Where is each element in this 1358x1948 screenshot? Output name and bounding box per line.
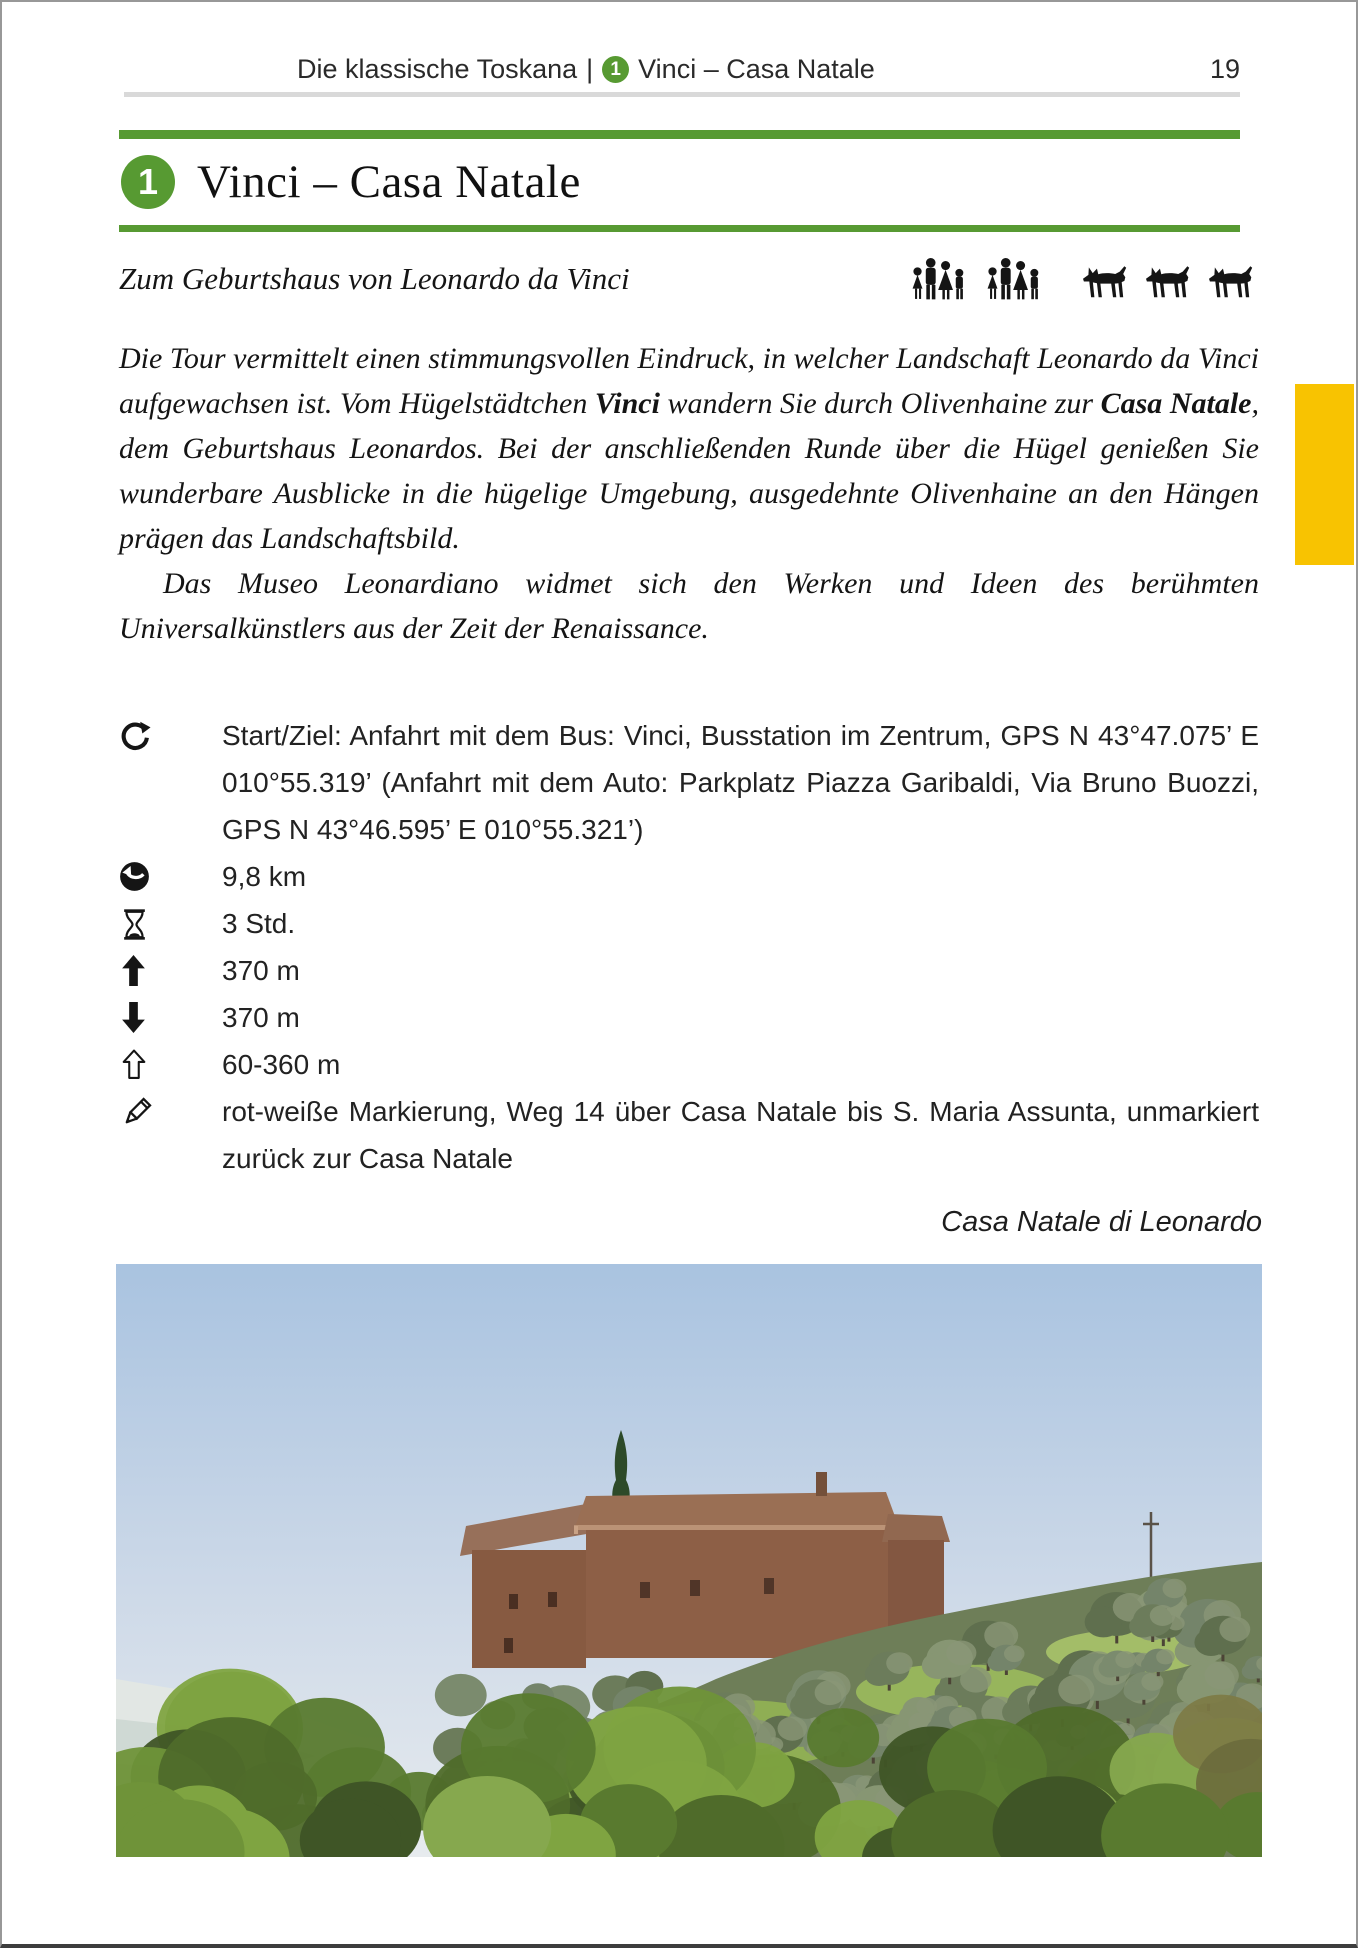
tour-fact-text: 3 Std. (222, 908, 296, 939)
tour-fact-row (119, 712, 1259, 853)
descent-arrow-icon (121, 1002, 146, 1033)
title-bar-top (119, 130, 1240, 139)
ascent-arrow-icon (121, 955, 146, 986)
breadcrumb-separator: | (586, 54, 594, 84)
tour-fact-text: 370 m (222, 955, 300, 986)
tour-fact-text: rot-weiße Markierung, Weg 14 über Casa Natale bis S. Maria Assunta, unmarkiert zurück zur Casa Natale (222, 1096, 1259, 1174)
tour-number-badge: 1 (602, 56, 629, 83)
intro-text (119, 336, 1259, 651)
breadcrumb-tour-title: Vinci – Casa Natale (638, 54, 875, 84)
tour-fact-row (119, 1088, 1259, 1182)
altitude-range-icon (121, 1049, 147, 1080)
tour-title-block (119, 130, 1240, 232)
route-distance-icon (119, 861, 150, 892)
intro-paragraph-2: Das Museo Leonardiano widmet sich den Werken und Ideen des berühmten Universalkünstlers aus der Zeit der Renaissance. (119, 567, 1259, 645)
dog-icon (1144, 265, 1196, 301)
tour-fact-text: 60-360 m (222, 1049, 341, 1080)
circular-arrow-icon (119, 720, 151, 752)
tour-fact-text: 9,8 km (222, 861, 307, 892)
subtitle-row (119, 252, 1259, 306)
tour-fact-row (119, 947, 1259, 994)
tour-fact-text: Start/Ziel: Anfahrt mit dem Bus: Vinci, Busstation im Zentrum, GPS N 43°47.075’ E 010°55.319’ (Anfahrt mit dem Auto: Parkplatz Piazza Garibaldi, Via Bruno Buozzi, GPS N 43°46.595’ E 010°55.321’) (222, 720, 1259, 845)
breadcrumb (297, 54, 875, 85)
suitability-icons (910, 257, 1259, 301)
intro-paragraph-1: Die Tour vermittelt einen stimmungsvollen Eindruck, in welcher Landschaft Leonardo da Vinci aufgewachsen ist. Vom Hügelstädtchen Vinci wandern Sie durch Olivenhaine zur Casa Natale, dem Geburtshaus Leonardos. Bei der anschließenden Runde über die Hügel genießen Sie wunderbare Ausblicke in die hügelige Umgebung, ausgedehnte Olivenhaine an den Hängen prägen das Landschaftsbild. (119, 342, 1259, 555)
header-rule (124, 92, 1240, 97)
tour-fact-row (119, 853, 1259, 900)
tour-subtitle: Zum Geburtshaus von Leonardo da Vinci (119, 261, 630, 296)
family-icon (985, 257, 1049, 301)
dog-icon (1081, 265, 1133, 301)
page-header (119, 54, 1240, 90)
page-title: Vinci – Casa Natale (197, 156, 581, 208)
page-number: 19 (1209, 54, 1240, 84)
photo-caption: Casa Natale di Leonardo (941, 1206, 1262, 1238)
tour-fact-row (119, 994, 1259, 1041)
tour-fact-text: 370 m (222, 1002, 300, 1033)
photo-illustration (116, 1264, 1262, 1857)
landscape-photo (116, 1264, 1262, 1857)
tour-number-badge-large: 1 (121, 155, 175, 209)
dog-icon (1207, 265, 1259, 301)
tour-fact-row (119, 1041, 1259, 1088)
chapter-tab (1295, 384, 1354, 565)
breadcrumb-section: Die klassische Toskana (297, 54, 578, 84)
tour-facts-list (119, 712, 1259, 1182)
tour-fact-row (119, 900, 1259, 947)
hourglass-icon (121, 908, 148, 941)
title-bar-bottom (119, 225, 1240, 232)
pencil-icon (119, 1096, 153, 1130)
family-icon (910, 257, 974, 301)
